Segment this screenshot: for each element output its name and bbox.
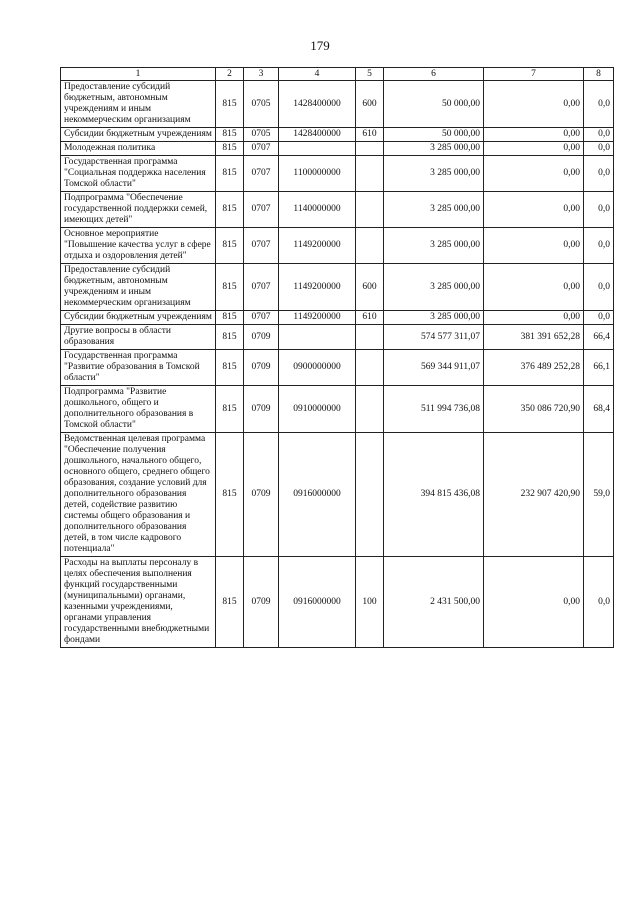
cell-target-4: 1149200000 [279, 228, 356, 264]
table-row [61, 81, 614, 128]
table-row [61, 311, 614, 325]
cell-section-3: 0707 [244, 156, 279, 192]
cell-section-3: 0709 [244, 433, 279, 557]
cell-type-5 [356, 386, 384, 433]
cell-amount-7: 0,00 [484, 264, 584, 311]
column-header: 6 [384, 68, 484, 81]
cell-amount-7: 0,00 [484, 311, 584, 325]
cell-name: Предоставление субсидий бюджетным, автономным учреждениям и иным некоммерческим организациям [61, 81, 216, 128]
table-row [61, 228, 614, 264]
cell-amount-7: 0,00 [484, 156, 584, 192]
cell-amount-6: 3 285 000,00 [384, 228, 484, 264]
cell-type-5 [356, 142, 384, 156]
cell-target-4 [279, 325, 356, 350]
cell-percent-8: 59,0 [584, 433, 614, 557]
cell-type-5: 600 [356, 81, 384, 128]
cell-code-2: 815 [216, 81, 244, 128]
cell-type-5 [356, 228, 384, 264]
cell-name: Государственная программа "Социальная поддержка населения Томской области" [61, 156, 216, 192]
cell-target-4: 1428400000 [279, 81, 356, 128]
cell-amount-7: 350 086 720,90 [484, 386, 584, 433]
cell-section-3: 0707 [244, 311, 279, 325]
cell-section-3: 0709 [244, 325, 279, 350]
cell-amount-6: 50 000,00 [384, 128, 484, 142]
cell-name: Расходы на выплаты персоналу в целях обеспечения выполнения функций государственными (муниципальными) органами, казенными учреждениями, органами управления государственными внебюджетными фондами [61, 557, 216, 648]
cell-section-3: 0707 [244, 142, 279, 156]
cell-code-2: 815 [216, 350, 244, 386]
cell-type-5 [356, 192, 384, 228]
cell-type-5: 600 [356, 264, 384, 311]
cell-name: Другие вопросы в области образования [61, 325, 216, 350]
cell-percent-8: 68,4 [584, 386, 614, 433]
cell-amount-6: 3 285 000,00 [384, 142, 484, 156]
cell-section-3: 0709 [244, 557, 279, 648]
cell-percent-8: 0,0 [584, 228, 614, 264]
cell-code-2: 815 [216, 142, 244, 156]
cell-code-2: 815 [216, 311, 244, 325]
cell-name: Государственная программа "Развитие образования в Томской области" [61, 350, 216, 386]
table-row [61, 128, 614, 142]
column-header: 1 [61, 68, 216, 81]
cell-target-4 [279, 142, 356, 156]
cell-percent-8: 66,4 [584, 325, 614, 350]
cell-code-2: 815 [216, 192, 244, 228]
cell-type-5 [356, 350, 384, 386]
cell-code-2: 815 [216, 228, 244, 264]
column-header: 4 [279, 68, 356, 81]
cell-target-4: 1100000000 [279, 156, 356, 192]
cell-amount-6: 3 285 000,00 [384, 192, 484, 228]
cell-name: Ведомственная целевая программа "Обеспечение получения дошкольного, начального общего, основного общего, среднего общего образования, создание условий для дополнительного образования детей, содействие развитию системы общего образования и дополнительного образования детей, в том числе кадрового потенциала" [61, 433, 216, 557]
cell-section-3: 0707 [244, 228, 279, 264]
cell-amount-7: 0,00 [484, 142, 584, 156]
cell-amount-6: 574 577 311,07 [384, 325, 484, 350]
table-row [61, 386, 614, 433]
cell-amount-7: 0,00 [484, 128, 584, 142]
column-header: 3 [244, 68, 279, 81]
cell-percent-8: 0,0 [584, 311, 614, 325]
page-number: 179 [310, 38, 330, 53]
column-header: 2 [216, 68, 244, 81]
cell-target-4: 0916000000 [279, 557, 356, 648]
cell-amount-7: 0,00 [484, 81, 584, 128]
cell-type-5 [356, 433, 384, 557]
cell-amount-6: 2 431 500,00 [384, 557, 484, 648]
cell-type-5 [356, 325, 384, 350]
cell-name: Субсидии бюджетным учреждениям [61, 128, 216, 142]
cell-section-3: 0705 [244, 81, 279, 128]
cell-target-4: 0910000000 [279, 386, 356, 433]
cell-code-2: 815 [216, 557, 244, 648]
cell-amount-7: 232 907 420,90 [484, 433, 584, 557]
cell-name: Субсидии бюджетным учреждениям [61, 311, 216, 325]
table-header-row [61, 68, 614, 81]
cell-type-5: 100 [356, 557, 384, 648]
cell-code-2: 815 [216, 156, 244, 192]
cell-percent-8: 0,0 [584, 192, 614, 228]
table-row [61, 156, 614, 192]
cell-amount-6: 569 344 911,07 [384, 350, 484, 386]
cell-section-3: 0707 [244, 192, 279, 228]
cell-amount-6: 511 994 736,08 [384, 386, 484, 433]
cell-amount-6: 3 285 000,00 [384, 311, 484, 325]
cell-section-3: 0709 [244, 350, 279, 386]
cell-type-5 [356, 156, 384, 192]
cell-code-2: 815 [216, 264, 244, 311]
cell-percent-8: 0,0 [584, 156, 614, 192]
column-header: 8 [584, 68, 614, 81]
cell-target-4: 1149200000 [279, 311, 356, 325]
table-row [61, 433, 614, 557]
cell-code-2: 815 [216, 386, 244, 433]
cell-name: Подпрограмма "Обеспечение государственной поддержки семей, имеющих детей" [61, 192, 216, 228]
cell-percent-8: 0,0 [584, 128, 614, 142]
cell-amount-6: 50 000,00 [384, 81, 484, 128]
cell-percent-8: 0,0 [584, 142, 614, 156]
cell-amount-6: 394 815 436,08 [384, 433, 484, 557]
cell-amount-7: 0,00 [484, 228, 584, 264]
cell-section-3: 0707 [244, 264, 279, 311]
cell-code-2: 815 [216, 128, 244, 142]
cell-code-2: 815 [216, 325, 244, 350]
cell-percent-8: 0,0 [584, 264, 614, 311]
column-header: 7 [484, 68, 584, 81]
cell-amount-6: 3 285 000,00 [384, 264, 484, 311]
table-row [61, 557, 614, 648]
cell-section-3: 0705 [244, 128, 279, 142]
budget-table [60, 67, 614, 648]
cell-amount-7: 376 489 252,28 [484, 350, 584, 386]
cell-amount-6: 3 285 000,00 [384, 156, 484, 192]
cell-target-4: 0916000000 [279, 433, 356, 557]
cell-code-2: 815 [216, 433, 244, 557]
cell-name: Молодежная политика [61, 142, 216, 156]
cell-type-5: 610 [356, 128, 384, 142]
cell-percent-8: 0,0 [584, 557, 614, 648]
cell-amount-7: 0,00 [484, 192, 584, 228]
table-row [61, 325, 614, 350]
cell-amount-7: 381 391 652,28 [484, 325, 584, 350]
cell-section-3: 0709 [244, 386, 279, 433]
cell-target-4: 1140000000 [279, 192, 356, 228]
table-row [61, 192, 614, 228]
cell-name: Подпрограмма "Развитие дошкольного, общего и дополнительного образования в Томской области" [61, 386, 216, 433]
table-row [61, 142, 614, 156]
cell-amount-7: 0,00 [484, 557, 584, 648]
cell-target-4: 1428400000 [279, 128, 356, 142]
table-body [61, 81, 614, 648]
cell-name: Основное мероприятие "Повышение качества услуг в сфере отдыха и оздоровления детей" [61, 228, 216, 264]
column-header: 5 [356, 68, 384, 81]
cell-percent-8: 66,1 [584, 350, 614, 386]
cell-target-4: 1149200000 [279, 264, 356, 311]
table-row [61, 264, 614, 311]
cell-type-5: 610 [356, 311, 384, 325]
cell-name: Предоставление субсидий бюджетным, автономным учреждениям и иным некоммерческим организациям [61, 264, 216, 311]
table-row [61, 350, 614, 386]
cell-target-4: 0900000000 [279, 350, 356, 386]
cell-percent-8: 0,0 [584, 81, 614, 128]
